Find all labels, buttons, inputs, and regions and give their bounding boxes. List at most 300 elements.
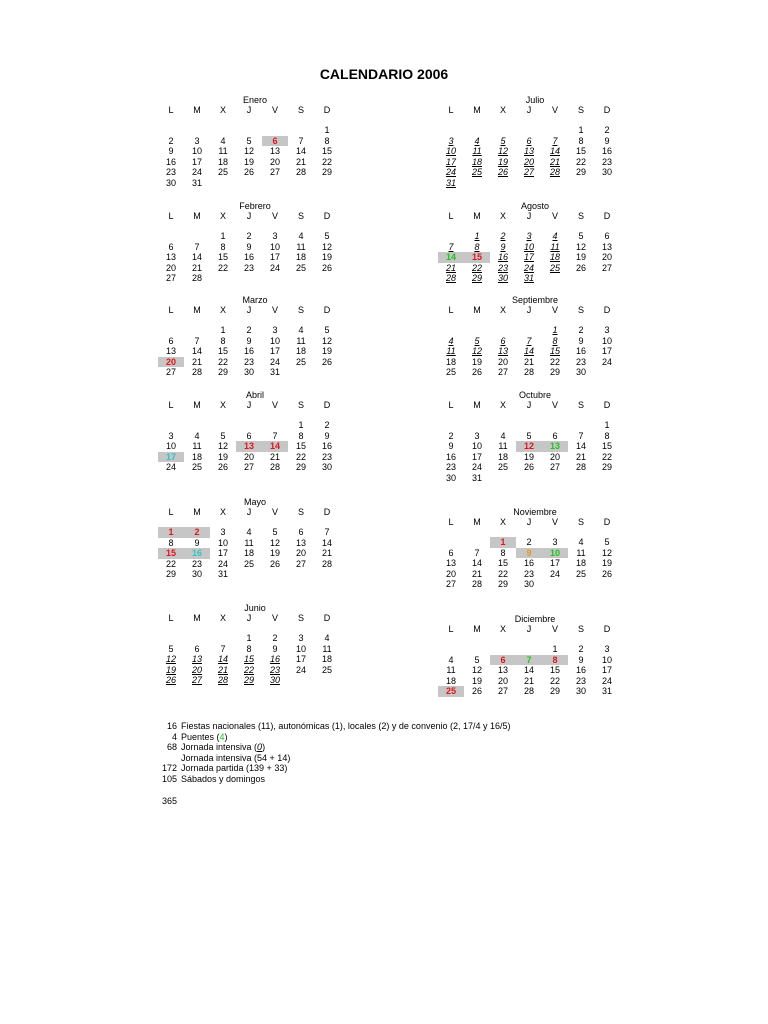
holiday-day: 12 [516,441,542,452]
empty-cell [158,325,184,336]
day-cell: 22 [295,451,306,462]
holiday-day: 15 [464,252,490,263]
empty-cell [516,644,542,655]
day-cell: 22 [243,664,254,675]
week-row [158,452,348,463]
day-cell: 28 [191,367,202,377]
day-cell: 9 [168,146,174,156]
weekday-label: V [551,305,558,315]
day-cell: 8 [604,430,610,441]
day-cell: 22 [165,558,176,569]
day-cell: 29 [497,579,508,589]
day-cell: 4 [448,654,454,665]
day-cell: 15 [321,146,332,156]
weekday-label: X [499,305,506,315]
day-cell: 19 [217,451,228,462]
holiday-day: 20 [158,357,184,368]
empty-cell [262,420,288,431]
day-cell: 22 [549,356,560,367]
day-cell: 21 [191,356,202,367]
holiday-day: 16 [184,548,210,559]
day-cell: 6 [298,527,304,537]
weekday-label: X [219,507,226,517]
day-cell: 26 [321,356,332,367]
weekday-label: X [219,305,226,315]
weekday-label: S [297,105,304,115]
day-cell: 6 [168,241,174,252]
day-cell: 4 [448,335,454,346]
empty-cell [158,633,184,644]
month-abril [158,390,348,473]
week-row [438,420,628,431]
empty-cell [184,420,210,431]
empty-cell [594,178,620,189]
day-cell: 8 [220,241,226,252]
summary-text: Jornada intensiva (54 + 14) [181,752,291,763]
day-cell: 9 [578,654,584,665]
day-cell: 23 [321,451,332,462]
day-cell: 7 [272,430,278,441]
empty-cell [542,125,568,136]
weekday-label: L [448,624,454,634]
day-cell: 29 [471,273,482,283]
day-cell: 23 [191,558,202,569]
day-cell: 8 [220,335,226,346]
day-cell: 8 [474,241,480,252]
day-cell: 1 [604,420,610,430]
weekday-header [158,305,348,316]
day-cell: 10 [471,441,482,451]
day-cell: 14 [321,537,332,548]
day-cell: 23 [497,262,508,273]
day-cell: 24 [601,356,612,367]
month-name: Noviembre [513,507,557,517]
empty-cell [438,231,464,242]
month-name: Diciembre [514,614,556,624]
day-cell: 20 [269,156,280,167]
weekday-label: D [603,305,611,315]
day-cell: 16 [601,146,612,156]
empty-cell [594,579,620,590]
week-row [438,136,628,147]
empty-cell [516,473,542,484]
holiday-day: 10 [542,548,568,559]
day-cell: 20 [497,675,508,686]
day-cell: 27 [523,167,534,177]
summary-row [150,732,511,743]
weekday-label: V [551,400,558,410]
day-cell: 5 [220,430,226,441]
empty-cell [568,473,594,484]
day-cell: 13 [295,537,306,548]
day-cell: 20 [165,262,176,273]
empty-cell [438,644,464,655]
week-row [438,146,628,157]
empty-cell [438,325,464,336]
month-name: Mayo [243,497,266,507]
day-cell: 20 [523,156,534,167]
weekday-label: D [603,517,611,527]
weekday-header [438,400,628,411]
day-cell: 25 [295,262,306,273]
day-cell: 24 [523,262,534,273]
day-cell: 7 [220,643,226,654]
day-cell: 20 [497,356,508,367]
day-cell: 13 [191,654,202,664]
day-cell: 16 [321,441,332,451]
day-cell: 17 [295,654,306,664]
summary-text: Fiestas nacionales (11), autonómicas (1), locales (2) y de convenio (2, 17/4 y 16/5) [181,721,511,731]
weekday-label: V [271,507,278,517]
day-cell: 16 [165,156,176,167]
day-cell: 5 [474,335,480,346]
summary-text: Jornada partida (139 + 33) [181,763,288,773]
month-name: Febrero [239,201,271,211]
day-cell: 12 [471,665,482,675]
summary-count [150,753,181,764]
week-row [158,346,348,357]
day-cell: 23 [269,664,280,675]
empty-cell [262,569,288,580]
day-cell: 29 [549,686,560,696]
week-row [438,431,628,442]
day-cell: 12 [471,346,482,356]
day-cell: 20 [243,451,254,462]
week-row [158,665,348,676]
day-cell: 23 [575,356,586,367]
day-cell: 6 [552,430,558,441]
day-cell: 14 [191,346,202,356]
weekday-label: M [193,211,201,221]
weekday-label: X [499,517,506,527]
day-cell: 27 [269,167,280,177]
weekday-header [158,105,348,116]
day-cell: 15 [575,146,586,156]
day-cell: 30 [165,177,176,188]
day-cell: 3 [168,430,174,441]
day-cell: 10 [601,654,612,665]
day-cell: 28 [523,686,534,696]
weekday-label: S [297,305,304,315]
day-cell: 18 [191,451,202,462]
empty-cell [594,367,620,378]
empty-cell [262,178,288,189]
day-cell: 5 [324,231,330,241]
summary-count: 105 [161,773,177,784]
holiday-day: 2 [184,527,210,538]
day-cell: 7 [526,335,532,346]
day-cell: 21 [445,262,456,273]
day-cell: 14 [217,654,228,664]
day-cell: 16 [445,451,456,462]
day-cell: 19 [321,346,332,356]
summary-text: Sábados y domingos [181,773,266,784]
day-cell: 10 [217,537,228,548]
weekday-label: J [246,507,252,517]
day-cell: 8 [168,537,174,548]
day-cell: 15 [549,346,560,356]
weekday-label: D [323,613,331,623]
day-cell: 4 [578,537,584,547]
day-cell: 13 [497,346,508,356]
day-cell: 27 [295,558,306,569]
weekday-label: X [219,613,226,623]
weekday-label: M [193,305,201,315]
day-cell: 3 [474,430,480,441]
empty-cell [594,273,620,284]
weekday-label: D [603,624,611,634]
week-row [158,538,348,549]
week-row [438,579,628,590]
day-cell: 20 [295,548,306,558]
day-cell: 7 [448,241,454,252]
month-enero [158,95,348,188]
holiday-day: 6 [262,136,288,147]
day-cell: 22 [321,156,332,167]
day-cell: 23 [445,462,456,472]
day-cell: 30 [523,579,534,589]
day-cell: 13 [523,146,534,156]
day-cell: 18 [445,675,456,686]
empty-cell [236,569,262,580]
day-cell: 26 [575,262,586,273]
day-cell: 3 [604,644,610,654]
day-cell: 7 [474,547,480,558]
day-cell: 3 [526,231,532,241]
summary-count: 16 [166,721,177,731]
day-cell: 2 [578,644,584,654]
day-cell: 14 [191,252,202,262]
day-cell: 22 [217,262,228,273]
month-name: Agosto [520,201,550,211]
day-cell: 24 [191,167,202,177]
day-cell: 2 [500,231,506,241]
holiday-day: 14 [438,252,464,263]
day-cell: 5 [500,135,506,146]
day-cell: 23 [243,356,254,367]
day-cell: 23 [243,262,254,273]
day-cell: 16 [243,346,254,356]
week-row [438,263,628,274]
day-cell: 30 [497,273,508,283]
empty-cell [490,473,516,484]
weekday-label: V [271,400,278,410]
weekday-label: M [193,613,201,623]
day-cell: 25 [549,262,560,273]
day-cell: 3 [194,135,200,146]
holiday-day: 1 [158,527,184,538]
weekday-label: L [168,105,174,115]
day-cell: 2 [168,135,174,146]
weekday-header [158,507,348,518]
week-row [438,178,628,189]
week-row [438,242,628,253]
week-row [438,336,628,347]
month-noviembre [438,507,628,590]
week-row [438,686,628,697]
day-cell: 2 [246,325,252,335]
day-cell: 12 [321,241,332,252]
day-cell: 24 [549,568,560,579]
day-cell: 15 [295,441,306,451]
empty-cell [464,125,490,136]
day-cell: 9 [578,335,584,346]
weekday-label: D [603,211,611,221]
week-row [438,473,628,484]
day-cell: 5 [272,527,278,537]
week-row [158,559,348,570]
week-row [158,136,348,147]
week-row [438,441,628,452]
day-cell: 7 [578,430,584,441]
day-cell: 23 [165,167,176,177]
day-cell: 1 [220,325,226,335]
empty-cell [542,579,568,590]
day-cell: 27 [601,262,612,273]
day-cell: 9 [324,430,330,441]
day-cell: 5 [246,135,252,146]
month-name: Octubre [518,390,551,400]
weekday-label: L [168,305,174,315]
day-cell: 11 [550,241,560,252]
day-cell: 29 [321,167,332,177]
summary-legend [150,721,511,784]
day-cell: 16 [575,346,586,356]
day-cell: 27 [165,367,176,377]
day-cell: 15 [549,665,560,675]
weekday-label: M [193,400,201,410]
holiday-day: 15 [158,548,184,559]
month-name: Septiembre [511,295,559,305]
weekday-label: M [473,211,481,221]
summary-row [150,763,511,774]
weekday-label: V [551,211,558,221]
day-cell: 17 [601,665,612,675]
day-cell: 29 [295,462,306,472]
day-cell: 15 [601,441,612,451]
summary-row [150,753,511,764]
day-cell: 11 [472,146,482,156]
day-cell: 27 [497,686,508,696]
weekday-label: L [448,517,454,527]
day-cell: 11 [296,335,306,346]
day-cell: 14 [575,441,586,451]
day-cell: 30 [321,462,332,472]
day-cell: 25 [471,167,482,177]
weekday-header [438,517,628,528]
day-cell: 5 [474,654,480,665]
day-cell: 28 [191,273,202,283]
empty-cell [158,125,184,136]
week-row [438,665,628,676]
day-cell: 8 [298,430,304,441]
day-cell: 20 [549,451,560,462]
month-junio [158,603,348,686]
month-mayo [158,497,348,580]
week-row [158,231,348,242]
empty-cell [438,125,464,136]
weekday-label: V [551,517,558,527]
holiday-day: 13 [542,441,568,452]
day-cell: 24 [445,167,456,177]
week-row [158,252,348,263]
weekday-label: L [168,613,174,623]
day-cell: 21 [549,156,560,167]
empty-cell [464,178,490,189]
weekday-header [438,624,628,635]
day-cell: 13 [497,665,508,675]
empty-cell [568,178,594,189]
day-cell: 3 [604,325,610,335]
day-cell: 1 [552,325,558,335]
week-row [158,242,348,253]
day-cell: 22 [601,451,612,462]
day-cell: 17 [269,346,280,356]
weekday-header [158,613,348,624]
day-cell: 20 [191,664,202,675]
day-cell: 1 [578,125,584,135]
day-cell: 31 [269,367,280,377]
week-row [158,633,348,644]
weekday-label: S [577,305,584,315]
day-cell: 30 [575,686,586,696]
weekday-label: D [323,400,331,410]
empty-cell [314,675,340,686]
day-cell: 18 [445,356,456,367]
weekday-header [438,305,628,316]
empty-cell [542,273,568,284]
empty-cell [516,420,542,431]
day-cell: 17 [549,558,560,568]
day-cell: 7 [298,135,304,146]
day-cell: 29 [165,569,176,579]
weekday-label: J [526,400,532,410]
day-cell: 16 [243,252,254,262]
day-cell: 25 [217,167,228,177]
day-cell: 12 [321,335,332,346]
day-cell: 26 [243,167,254,177]
holiday-day: 8 [542,655,568,666]
day-cell: 2 [246,231,252,241]
day-cell: 19 [523,451,534,462]
day-cell: 9 [604,135,610,146]
day-cell: 3 [272,231,278,241]
empty-cell [184,125,210,136]
empty-cell [236,273,262,284]
empty-cell [288,125,314,136]
day-cell: 10 [295,643,306,654]
week-row [438,569,628,580]
day-cell: 16 [497,252,508,262]
day-cell: 12 [497,146,508,156]
day-cell: 25 [321,664,332,675]
day-cell: 14 [295,146,306,156]
holiday-day: 1 [490,537,516,548]
day-cell: 7 [194,241,200,252]
day-cell: 31 [523,273,534,283]
week-row [438,157,628,168]
empty-cell [568,420,594,431]
summary-row [150,774,511,785]
weekday-label: V [271,105,278,115]
weekday-label: X [219,105,226,115]
day-cell: 16 [269,654,280,664]
empty-cell [490,125,516,136]
week-row [158,357,348,368]
day-cell: 17 [269,252,280,262]
week-row [438,252,628,263]
week-row [438,231,628,242]
